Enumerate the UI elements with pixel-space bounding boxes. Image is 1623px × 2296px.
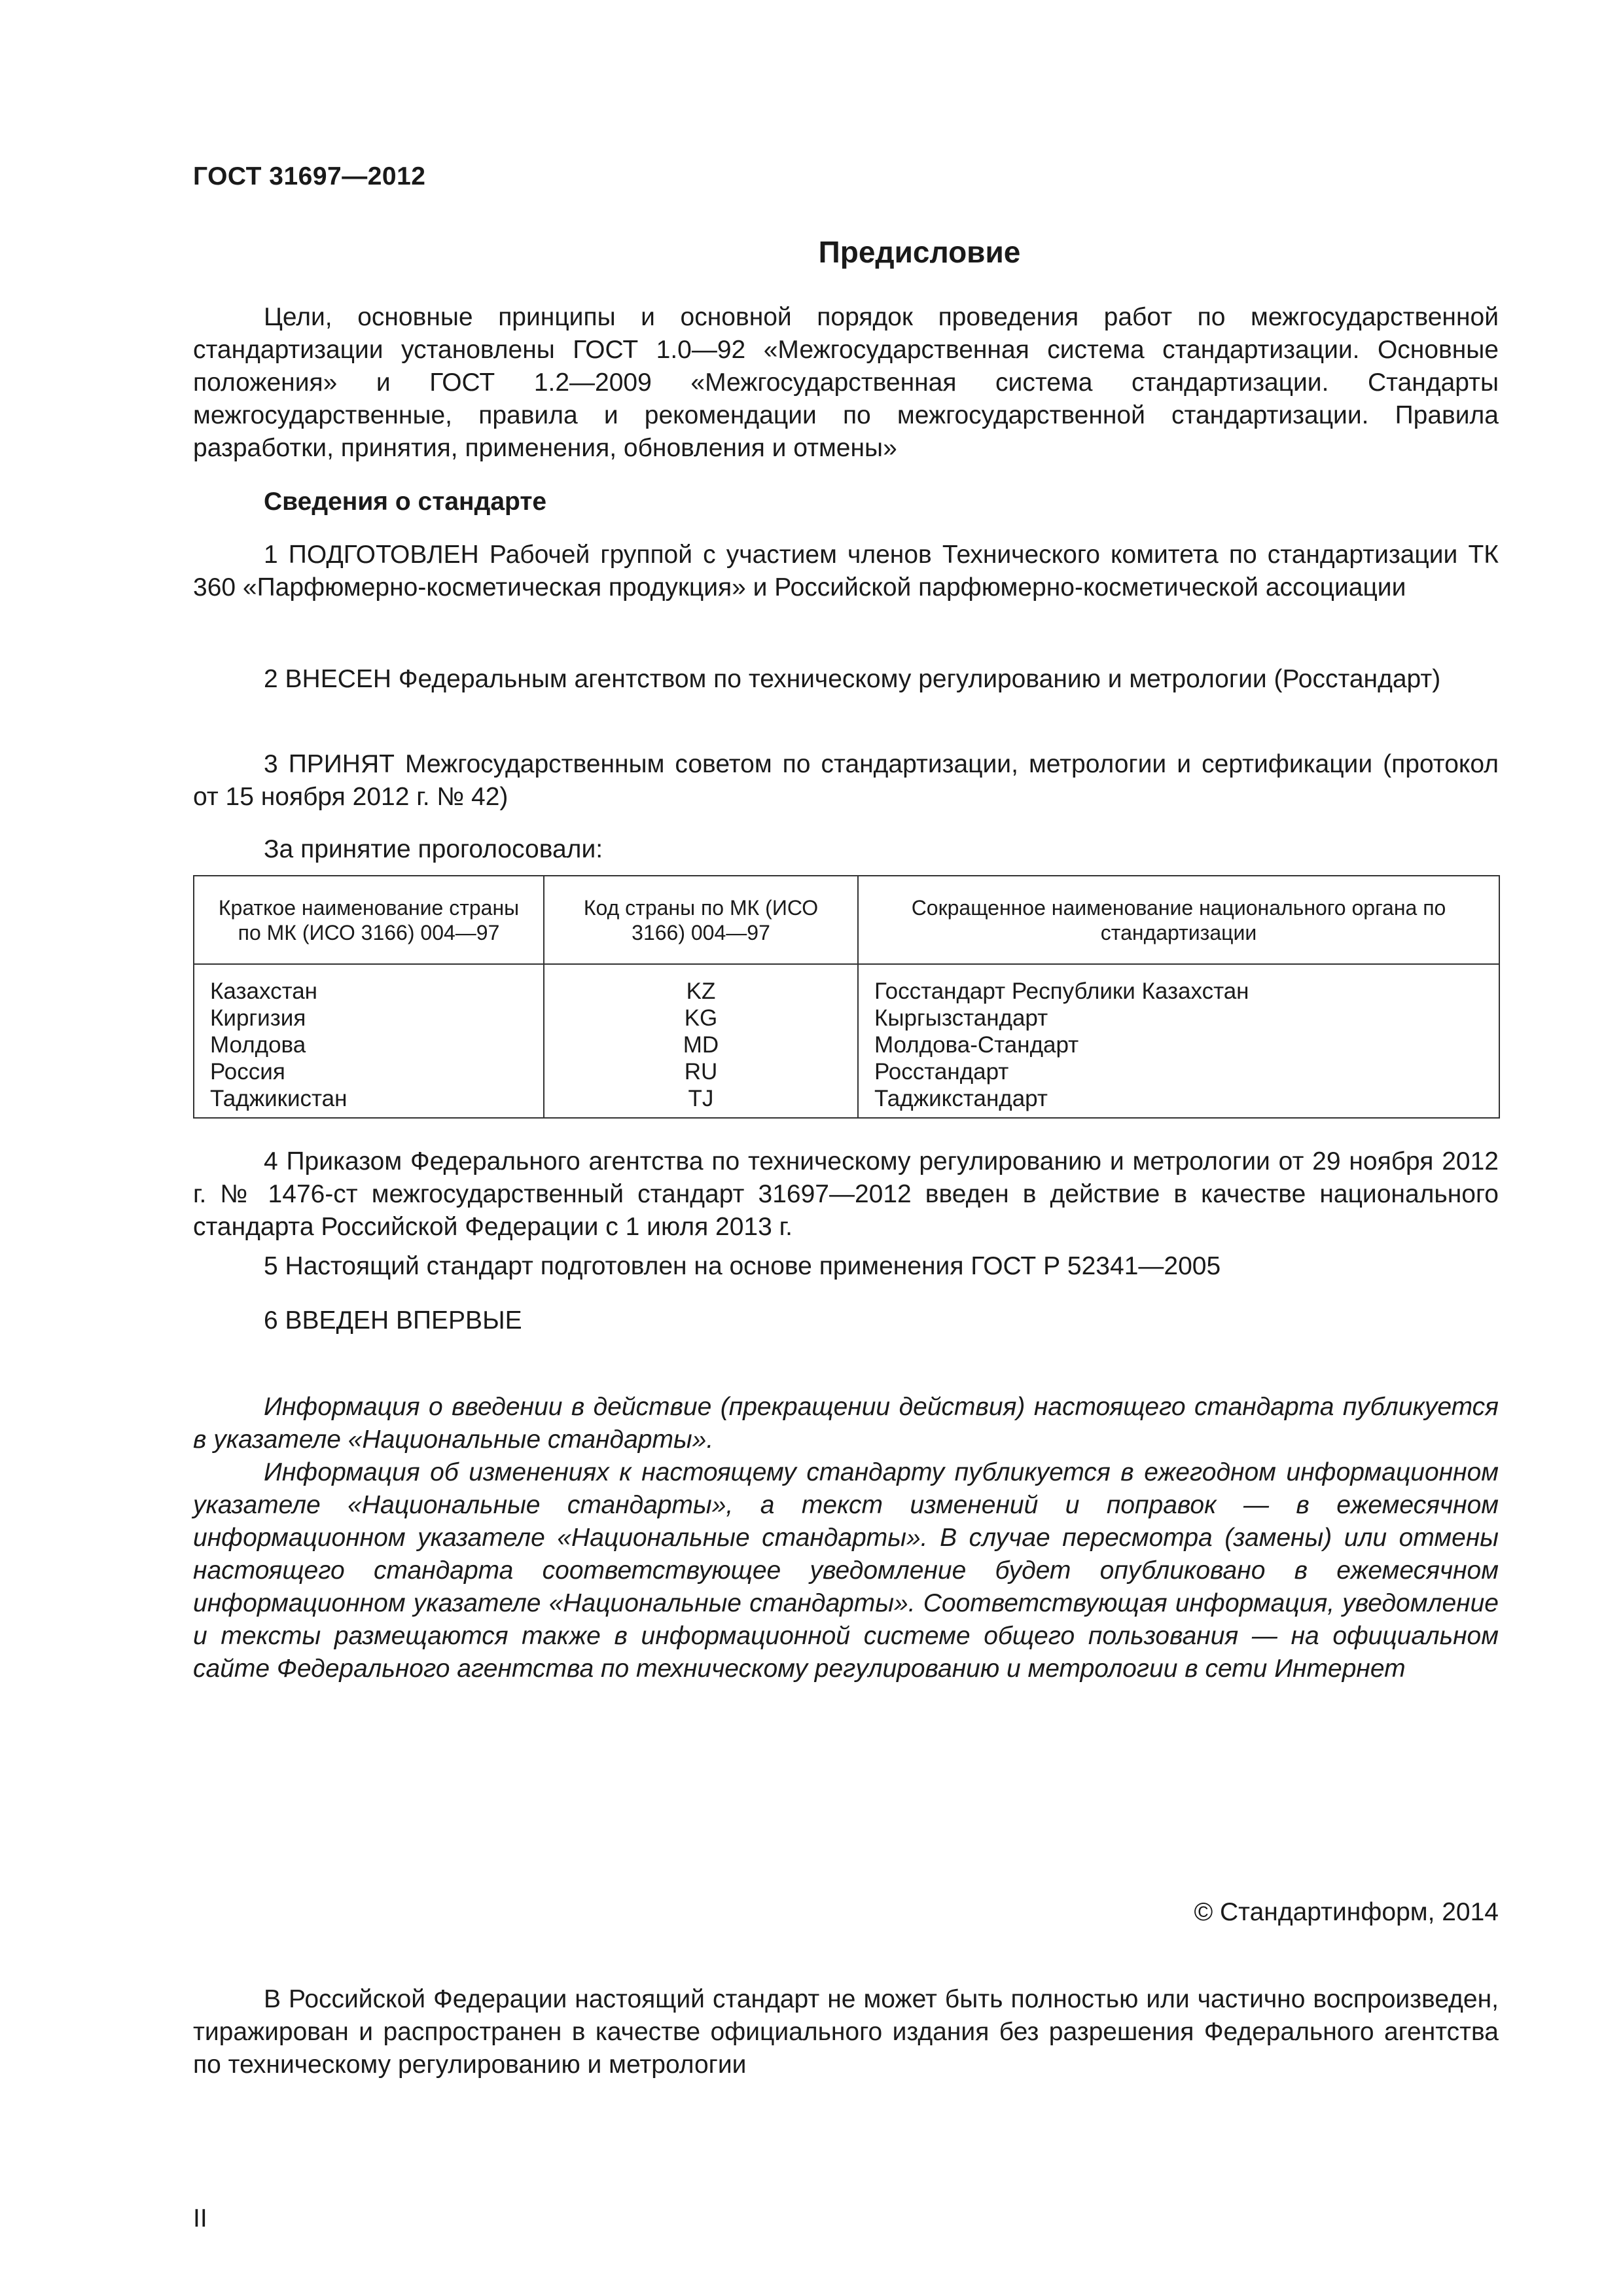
code-cell: KG	[544, 1005, 858, 1031]
code-cell: KZ	[544, 964, 858, 1005]
table-row	[194, 1031, 1499, 1058]
item-5: 5 Настоящий стандарт подготовлен на основе применения ГОСТ Р 52341—2005	[264, 1252, 1221, 1280]
table-row	[194, 1085, 1499, 1118]
table-header-row	[194, 876, 1499, 964]
country-cell: Молдова	[194, 1031, 544, 1058]
column-header-code: Код страны по МК (ИСО 3166) 004—97	[544, 876, 858, 964]
document-id: ГОСТ 31697—2012	[193, 162, 426, 190]
page-title: Предисловие	[818, 235, 1021, 269]
item-4: 4 Приказом Федерального агентства по техническому регулированию и метрологии от 29 ноября 2012 г. № 1476-ст межгосударственный стандарт 31697—2012 введен в действие в качестве национального стандарта Российской Федерации с 1 июля 2013 г.	[193, 1147, 1499, 1241]
info-heading: Сведения о стандарте	[264, 488, 547, 516]
intro-paragraph: Цели, основные принципы и основной порядок проведения работ по межгосударственной стандартизации установлены ГОСТ 1.0—92 «Межгосударственная система стандартизации. Основные положения» и ГОСТ 1.2—2009 «Межгосударственная система стандартизации. Стандарты межгосударственные, правила и рекомендации по межгосударственной стандартизации. Правила разработки, принятия, применения, обновления и отмены»	[193, 303, 1499, 462]
notice-paragraph-1: Информация о введении в действие (прекращении действия) настоящего стандарта публикуется в указателе «Национальные стандарты».	[193, 1393, 1499, 1454]
vote-label: За принятие проголосовали:	[264, 835, 603, 863]
item-2: 2 ВНЕСЕН Федеральным агентством по техническому регулированию и метрологии (Росстандарт)	[264, 665, 1441, 693]
rights-paragraph: В Российской Федерации настоящий стандарт не может быть полностью или частично воспроизведен, тиражирован и распространен в качестве официального издания без разрешения Федерального агентства по техническому регулированию и метрологии	[193, 1985, 1499, 2079]
column-header-body: Сокращенное наименование национального органа по стандартизации	[858, 876, 1499, 964]
copyright: © Стандартинформ, 2014	[1194, 1898, 1499, 1926]
body-cell: Кыргызстандарт	[858, 1005, 1499, 1031]
country-cell: Киргизия	[194, 1005, 544, 1031]
body-cell: Молдова-Стандарт	[858, 1031, 1499, 1058]
code-cell: MD	[544, 1031, 858, 1058]
item-6: 6 ВВЕДЕН ВПЕРВЫЕ	[264, 1306, 522, 1335]
table-row	[194, 964, 1499, 1005]
code-cell: TJ	[544, 1085, 858, 1118]
voting-table	[193, 875, 1500, 1119]
country-cell: Таджикистан	[194, 1085, 544, 1118]
body-cell: Росстандарт	[858, 1058, 1499, 1085]
column-header-country: Краткое наименование страны по МК (ИСО 3166) 004—97	[194, 876, 544, 964]
table-row	[194, 1005, 1499, 1031]
code-cell: RU	[544, 1058, 858, 1085]
body-cell: Госстандарт Республики Казахстан	[858, 964, 1499, 1005]
body-cell: Таджикстандарт	[858, 1085, 1499, 1118]
item-1: 1 ПОДГОТОВЛЕН Рабочей группой с участием членов Технического комитета по стандартизации ТК 360 «Парфюмерно-косметическая продукция» и Российской парфюмерно-косметической ассоциации	[193, 541, 1499, 601]
notice-paragraph-2: Информация об изменениях к настоящему стандарту публикуется в ежегодном информационном указателе «Национальные стандарты», а текст изменений и поправок — в ежемесячном информационном указателе «Национальные стандарты». В случае пересмотра (замены) или отмены настоящего стандарта соответствующее уведомление будет опубликовано в ежемесячном информационном указателе «Национальные стандарты». Соответствующая информация, уведомление и тексты размещаются также в информационной системе общего пользования — на официальном сайте Федерального агентства по техническому регулированию и метрологии в сети Интернет	[193, 1458, 1499, 1683]
item-3: 3 ПРИНЯТ Межгосударственным советом по стандартизации, метрологии и сертификации (протокол от 15 ноября 2012 г. № 42)	[193, 750, 1499, 811]
country-cell: Россия	[194, 1058, 544, 1085]
page-number: II	[193, 2204, 207, 2233]
country-cell: Казахстан	[194, 964, 544, 1005]
table-row	[194, 1058, 1499, 1085]
